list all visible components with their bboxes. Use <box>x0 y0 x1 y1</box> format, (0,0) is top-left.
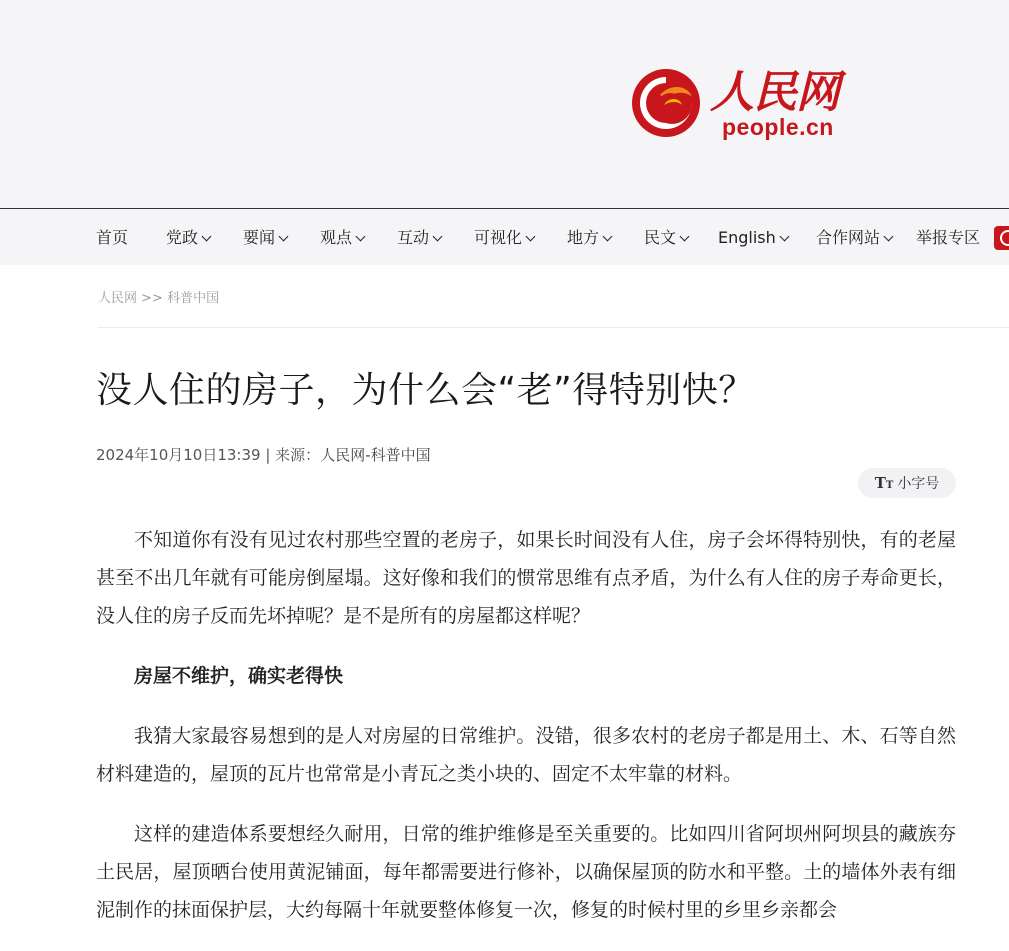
nav-label: 地方 <box>567 228 600 247</box>
source-link[interactable]: 人民网-科普中国 <box>320 446 431 464</box>
nav-item-local[interactable] <box>567 209 611 266</box>
font-size-label: 小字号 <box>897 476 940 492</box>
article-paragraph: 我猜大家最容易想到的是人对房屋的日常维护。没错，很多农村的老房子都是用土、木、石等自然材料建造的，屋顶的瓦片也常常是小青瓦之类小块的、固定不太牢靠的材料。 <box>96 725 956 785</box>
breadcrumb-home-link[interactable]: 人民网 <box>98 291 138 306</box>
article-paragraph: 这样的建造体系要想经久耐用，日常的维护维修是至关重要的。比如四川省阿坝州阿坝县的藏族夯土民居，屋顶晒台使用黄泥铺面，每年都需要进行修补，以确保屋顶的防水和平整。土的墙体外表有细泥制作的抹面保护层，大约每隔十年就要整体修复一次，修复的时候村里的乡里乡亲都会 <box>96 823 956 921</box>
nav-item-opinion[interactable] <box>320 209 364 266</box>
nav-label: 党政 <box>166 228 199 247</box>
nav-label: 首页 <box>96 228 129 247</box>
chevron-down-icon <box>202 232 212 242</box>
chevron-down-icon <box>884 232 894 242</box>
logo-english-text: people.cn <box>722 114 834 140</box>
breadcrumb-section-link[interactable]: 科普中国 <box>167 291 220 306</box>
nav-label: English <box>718 228 776 247</box>
nav-label: 民文 <box>644 228 677 247</box>
article-subheading: 房屋不维护，确实老得快 <box>134 665 344 687</box>
chevron-down-icon <box>279 232 289 242</box>
nav-item-party[interactable] <box>166 209 210 266</box>
nav-label: 举报专区 <box>916 228 981 247</box>
nav-item-minwen[interactable] <box>644 209 688 266</box>
nav-extra-icon[interactable] <box>994 226 1009 250</box>
nav-label: 可视化 <box>474 228 523 247</box>
font-size-toggle-button[interactable] <box>858 468 956 498</box>
nav-item-partners[interactable] <box>816 209 892 266</box>
logo-chinese-text: 人民网 <box>710 67 839 118</box>
breadcrumb <box>98 287 219 306</box>
divider <box>98 327 1009 328</box>
chevron-down-icon <box>433 232 443 242</box>
breadcrumb-separator: >> <box>141 291 163 306</box>
chevron-down-icon <box>526 232 536 242</box>
logo-mark-icon <box>630 67 702 139</box>
chevron-down-icon <box>680 232 690 242</box>
nav-item-english[interactable] <box>718 209 788 266</box>
article-body <box>96 521 956 951</box>
nav-item-report[interactable] <box>916 209 980 266</box>
nav-label: 合作网站 <box>816 228 881 247</box>
article-meta <box>96 444 431 465</box>
article-paragraph: 不知道你有没有见过农村那些空置的老房子，如果长时间没有人住，房子会坏得特别快，有的老屋甚至不出几年就有可能房倒屋塌。这好像和我们的惯常思维有点矛盾，为什么有人住的房子寿命更长，没人住的房子反而先坏掉呢？是不是所有的房屋都这样呢？ <box>96 529 956 627</box>
nav-item-interact[interactable] <box>397 209 441 266</box>
chevron-down-icon <box>603 232 613 242</box>
text-size-icon: TT <box>874 474 894 492</box>
nav-label: 观点 <box>320 228 353 247</box>
nav-item-home[interactable] <box>96 209 128 266</box>
people-cn-logo[interactable] <box>630 60 850 150</box>
main-nav <box>0 208 1009 265</box>
chevron-down-icon <box>779 232 789 242</box>
nav-item-news[interactable] <box>243 209 287 266</box>
nav-item-visual[interactable] <box>474 209 534 266</box>
nav-label: 要闻 <box>243 228 276 247</box>
site-header <box>0 0 1009 208</box>
chevron-down-icon <box>356 232 366 242</box>
source-label: | 来源： <box>265 446 321 464</box>
nav-label: 互动 <box>397 228 430 247</box>
article-title: 没人住的房子，为什么会“老”得特别快？ <box>96 370 755 411</box>
publish-datetime: 2024年10月10日13:39 <box>96 446 261 464</box>
